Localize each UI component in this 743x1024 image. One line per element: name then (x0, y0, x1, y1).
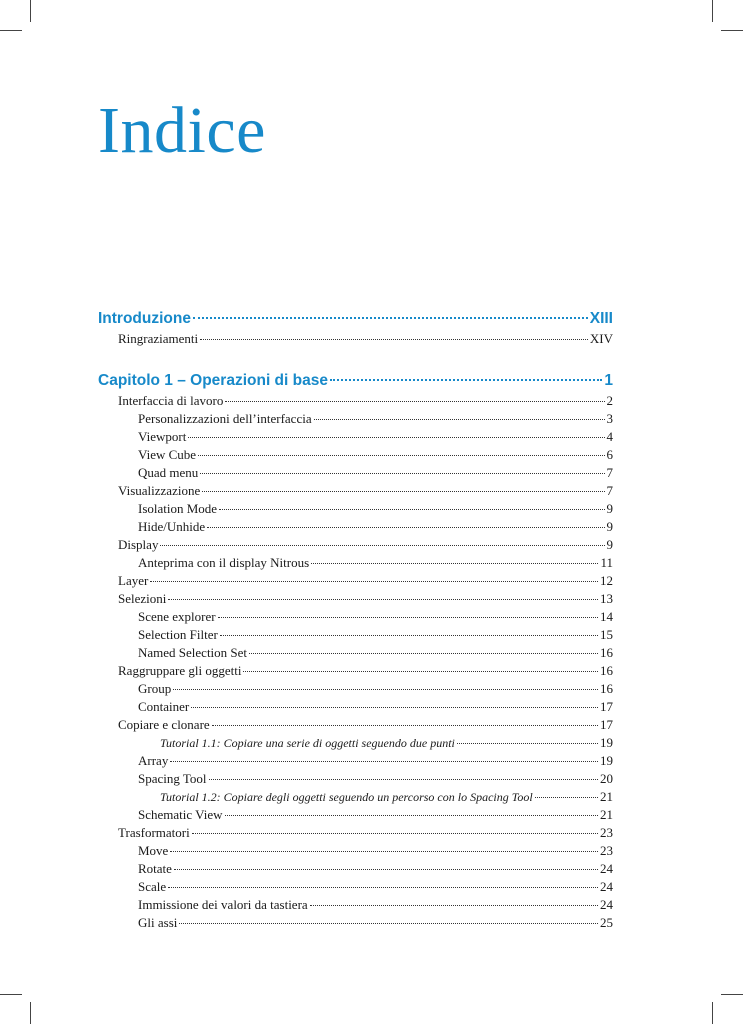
toc-entry-label: Immissione dei valori da tastiera (138, 897, 308, 912)
toc-chapter-label: Capitolo 1 – Operazioni di base (98, 372, 328, 389)
toc-entry[interactable] (98, 554, 613, 572)
toc-entry[interactable] (98, 572, 613, 590)
toc-page-number: 12 (600, 573, 613, 588)
toc-entry[interactable] (98, 464, 613, 482)
toc-entry-label: Tutorial 1.1: Copiare una serie di oggetti seguendo due punti (160, 736, 455, 750)
toc-entry-label: Viewport (138, 429, 187, 444)
toc-entry-label: Personalizzazioni dell’interfaccia (138, 411, 312, 426)
dot-leader (200, 473, 604, 474)
dot-leader (170, 851, 598, 852)
toc-entry[interactable] (98, 860, 613, 878)
toc-entry[interactable] (98, 518, 613, 536)
toc-entry[interactable] (98, 330, 613, 348)
dot-leader (207, 527, 604, 528)
dot-leader (170, 761, 598, 762)
toc-entry[interactable] (98, 410, 613, 428)
toc-page-number: 3 (606, 411, 613, 426)
crop-mark-bottom-right-v (712, 1002, 713, 1024)
dot-leader (198, 455, 604, 456)
crop-mark-top-right-h (721, 30, 743, 31)
toc-entry-label: Selezioni (118, 591, 167, 606)
toc-entry-label: View Cube (138, 447, 197, 462)
toc-page-number: XIII (589, 310, 613, 327)
dot-leader (314, 419, 605, 420)
dot-leader (174, 869, 598, 870)
toc-page-number: 16 (600, 663, 613, 678)
toc-entry-label: Gli assi (138, 915, 178, 930)
toc-entry-label: Copiare e clonare (118, 717, 210, 732)
toc-page-number: 2 (606, 393, 613, 408)
toc-tutorial-entry[interactable] (98, 734, 613, 752)
dot-leader (225, 401, 604, 402)
toc-entry-label: Schematic View (138, 807, 223, 822)
toc-entry-label: Selection Filter (138, 627, 218, 642)
toc-entry-label: Rotate (138, 861, 172, 876)
toc-entry[interactable] (98, 536, 613, 554)
toc-entry-label: Visualizzazione (118, 483, 201, 498)
toc-page-number: 17 (600, 717, 613, 732)
crop-mark-bottom-left-v (30, 1002, 31, 1024)
toc-entry-label: Tutorial 1.2: Copiare degli oggetti seguendo un percorso con lo Spacing Tool (160, 790, 533, 804)
toc-entry[interactable] (98, 752, 613, 770)
toc-entry-label: Container (138, 699, 190, 714)
toc-chapter-1[interactable] (98, 370, 613, 392)
toc-entry[interactable] (98, 662, 613, 680)
toc-page-number: 21 (600, 807, 613, 822)
toc-entry[interactable] (98, 500, 613, 518)
toc-entry[interactable] (98, 698, 613, 716)
dot-leader (160, 545, 604, 546)
toc-entry-label: Array (138, 753, 169, 768)
toc-page-number: 23 (600, 825, 613, 840)
page-title: Indice (98, 94, 266, 167)
dot-leader (150, 581, 598, 582)
toc-page-number: 24 (600, 897, 613, 912)
toc-entry-label: Spacing Tool (138, 771, 207, 786)
toc-page-number: 19 (600, 753, 613, 768)
toc-entry-label: Trasformatori (118, 825, 190, 840)
toc-entry-label: Interfaccia di lavoro (118, 393, 224, 408)
toc-entry-label: Move (138, 843, 169, 858)
dot-leader (311, 563, 598, 564)
dot-leader (168, 887, 598, 888)
toc-entry[interactable] (98, 428, 613, 446)
toc-entry-label: Group (138, 681, 172, 696)
dot-leader (535, 797, 598, 798)
dot-leader (220, 635, 598, 636)
crop-mark-top-left-v (30, 0, 31, 22)
toc-page-number: 1 (604, 372, 613, 389)
crop-mark-top-left-h (0, 30, 22, 31)
toc-chapter-intro[interactable] (98, 308, 613, 330)
toc-entry[interactable] (98, 644, 613, 662)
toc-entry[interactable] (98, 626, 613, 644)
toc-entry-label: Anteprima con il display Nitrous (138, 555, 310, 570)
dot-leader (179, 923, 598, 924)
toc-page-number: 9 (606, 537, 613, 552)
toc-page-number: 20 (600, 771, 613, 786)
dot-leader (193, 317, 588, 319)
dot-leader (249, 653, 598, 654)
dot-leader (457, 743, 598, 744)
toc-page-number: 11 (600, 555, 613, 570)
table-of-contents (98, 308, 613, 932)
toc-page-number: 9 (606, 519, 613, 534)
crop-mark-top-right-v (712, 0, 713, 22)
toc-page-number: 7 (606, 465, 613, 480)
toc-page-number: 4 (606, 429, 613, 444)
toc-page-number: 15 (600, 627, 613, 642)
toc-page-number: 17 (600, 699, 613, 714)
toc-entry[interactable] (98, 716, 613, 734)
dot-leader (173, 689, 598, 690)
toc-page-number: 9 (606, 501, 613, 516)
toc-entry-label: Scale (138, 879, 167, 894)
dot-leader (243, 671, 598, 672)
toc-entry[interactable] (98, 680, 613, 698)
toc-entry-label: Named Selection Set (138, 645, 248, 660)
toc-entry-label: Display (118, 537, 159, 552)
dot-leader (212, 725, 598, 726)
toc-entry-label: Layer (118, 573, 149, 588)
toc-entry[interactable] (98, 824, 613, 842)
toc-entry-label: Scene explorer (138, 609, 216, 624)
toc-entry[interactable] (98, 896, 613, 914)
toc-page-number: 13 (600, 591, 613, 606)
crop-mark-bottom-right-h (721, 994, 743, 995)
toc-chapter-label: Introduzione (98, 310, 191, 327)
toc-entry[interactable] (98, 770, 613, 788)
toc-entry[interactable] (98, 914, 613, 932)
toc-page-number: 25 (600, 915, 613, 930)
toc-page-number: 14 (600, 609, 613, 624)
toc-entry-label: Isolation Mode (138, 501, 218, 516)
toc-entry[interactable] (98, 608, 613, 626)
toc-page-number: 23 (600, 843, 613, 858)
dot-leader (310, 905, 598, 906)
toc-page-number: 16 (600, 645, 613, 660)
toc-page-number: 16 (600, 681, 613, 696)
toc-entry-label: Hide/Unhide (138, 519, 206, 534)
dot-leader (188, 437, 604, 438)
toc-page-number: 19 (600, 735, 613, 750)
crop-mark-bottom-left-h (0, 994, 22, 995)
dot-leader (202, 491, 604, 492)
dot-leader (192, 833, 598, 834)
toc-entry[interactable] (98, 842, 613, 860)
dot-leader (330, 379, 602, 381)
toc-page-number: 7 (606, 483, 613, 498)
toc-page-number: 6 (606, 447, 613, 462)
toc-entry[interactable] (98, 482, 613, 500)
toc-entry[interactable] (98, 590, 613, 608)
dot-leader (200, 339, 588, 340)
toc-entry-label: Quad menu (138, 465, 199, 480)
toc-entry-label: Ringraziamenti (118, 331, 199, 346)
toc-entry[interactable] (98, 878, 613, 896)
dot-leader (218, 617, 598, 618)
toc-entry-label: Raggruppare gli oggetti (118, 663, 242, 678)
toc-page-number: 24 (600, 879, 613, 894)
toc-tutorial-entry[interactable] (98, 788, 613, 806)
toc-page-number: 21 (600, 789, 613, 804)
toc-page-number: XIV (589, 331, 613, 346)
toc-page-number: 24 (600, 861, 613, 876)
dot-leader (191, 707, 598, 708)
toc-entry[interactable] (98, 806, 613, 824)
dot-leader (168, 599, 598, 600)
toc-entry[interactable] (98, 392, 613, 410)
dot-leader (225, 815, 598, 816)
dot-leader (209, 779, 598, 780)
toc-entry[interactable] (98, 446, 613, 464)
dot-leader (219, 509, 604, 510)
